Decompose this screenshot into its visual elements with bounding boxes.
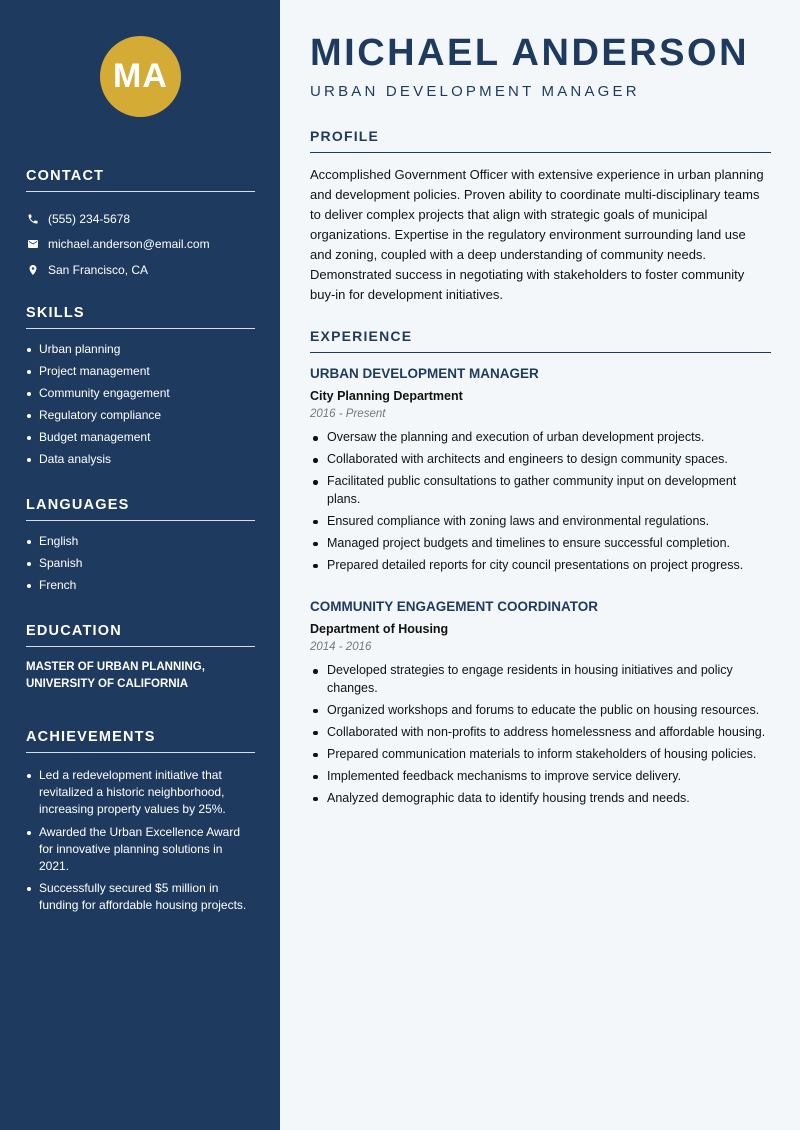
phone-text: (555) 234-5678 <box>48 211 131 226</box>
languages-title: LANGUAGES <box>26 497 255 521</box>
contact-location <box>26 257 255 283</box>
skills-section <box>26 305 255 473</box>
job-bullet: Developed strategies to engage residents in housing initiatives and policy changes. <box>310 662 771 697</box>
location-pin-icon <box>26 263 39 276</box>
job-bullet: Collaborated with architects and engineers to design community spaces. <box>310 451 771 469</box>
contact-list <box>26 206 255 283</box>
skills-title: SKILLS <box>26 305 255 329</box>
job-bullets <box>310 429 771 574</box>
job-organization: Department of Housing <box>310 622 449 636</box>
achievements-section <box>26 729 255 920</box>
job-bullets <box>310 662 771 807</box>
achievements-list <box>26 767 255 914</box>
candidate-role: URBAN DEVELOPMENT MANAGER <box>310 83 640 100</box>
job-bullet: Facilitated public consultations to gather community input on development plans. <box>310 473 771 508</box>
job-bullet: Managed project budgets and timelines to ensure successful completion. <box>310 535 771 553</box>
experience-title: EXPERIENCE <box>310 328 771 353</box>
education-line-2: UNIVERSITY OF CALIFORNIA <box>26 678 189 690</box>
language-item: Spanish <box>26 555 255 572</box>
profile-text: Accomplished Government Officer with extensive experience in urban planning and development policies. Proven ability to coordinate multi-disciplinary teams to deliver complex projects that align with strategic goals of municipal organizations. Expertise in the regulatory environment surrounding land use and zoning, coupled with a deep understanding of community needs. Demonstrated success in negotiating with stakeholders to foster community buy-in for development initiatives. <box>310 167 764 302</box>
job-bullet: Prepared detailed reports for city council presentations on project progress. <box>310 557 771 575</box>
profile-title: PROFILE <box>310 128 771 153</box>
job-bullet: Oversaw the planning and execution of urban development projects. <box>310 429 771 447</box>
job-bullet: Ensured compliance with zoning laws and environmental regulations. <box>310 513 771 531</box>
job-dates: 2014 - 2016 <box>310 641 372 653</box>
languages-list <box>26 533 255 594</box>
avatar: MA <box>100 36 181 117</box>
skill-item: Urban planning <box>26 341 255 358</box>
job-entry <box>310 599 771 812</box>
contact-section <box>26 168 255 283</box>
achievement-item: Successfully secured $5 million in funding for affordable housing projects. <box>26 880 255 914</box>
job-entry <box>310 366 771 579</box>
skill-item: Regulatory compliance <box>26 407 255 424</box>
language-item: French <box>26 577 255 594</box>
contact-email <box>26 232 255 258</box>
job-title: COMMUNITY ENGAGEMENT COORDINATOR <box>310 599 599 614</box>
job-bullet: Implemented feedback mechanisms to improve service delivery. <box>310 768 771 786</box>
job-dates: 2016 - Present <box>310 408 386 420</box>
job-bullet: Organized workshops and forums to educate the public on housing resources. <box>310 702 771 720</box>
languages-section <box>26 497 255 599</box>
skill-item: Data analysis <box>26 451 255 468</box>
email-icon <box>26 238 39 251</box>
achievements-title: ACHIEVEMENTS <box>26 729 255 753</box>
skills-list <box>26 341 255 468</box>
phone-icon <box>26 212 39 225</box>
contact-title: CONTACT <box>26 168 255 192</box>
education-section <box>26 623 255 693</box>
sidebar <box>0 0 280 1130</box>
skill-item: Budget management <box>26 429 255 446</box>
education-degree <box>26 659 255 693</box>
job-bullet: Prepared communication materials to inform stakeholders of housing policies. <box>310 746 771 764</box>
job-title: URBAN DEVELOPMENT MANAGER <box>310 366 539 381</box>
skill-item: Community engagement <box>26 385 255 402</box>
education-line-1: MASTER OF URBAN PLANNING, <box>26 661 205 673</box>
candidate-name: MICHAEL ANDERSON <box>310 32 750 74</box>
achievement-item: Led a redevelopment initiative that revitalized a historic neighborhood, increasing property values by 25%. <box>26 767 255 818</box>
education-title: EDUCATION <box>26 623 255 647</box>
skill-item: Project management <box>26 363 255 380</box>
language-item: English <box>26 533 255 550</box>
job-bullet: Analyzed demographic data to identify housing trends and needs. <box>310 790 771 808</box>
achievement-item: Awarded the Urban Excellence Award for innovative planning solutions in 2021. <box>26 824 255 875</box>
experience-section <box>310 328 771 353</box>
email-text: michael.anderson@email.com <box>48 237 210 252</box>
job-organization: City Planning Department <box>310 389 463 403</box>
location-text: San Francisco, CA <box>48 262 149 277</box>
job-bullet: Collaborated with non-profits to address homelessness and affordable housing. <box>310 724 771 742</box>
contact-phone <box>26 206 255 232</box>
profile-section <box>310 128 771 305</box>
